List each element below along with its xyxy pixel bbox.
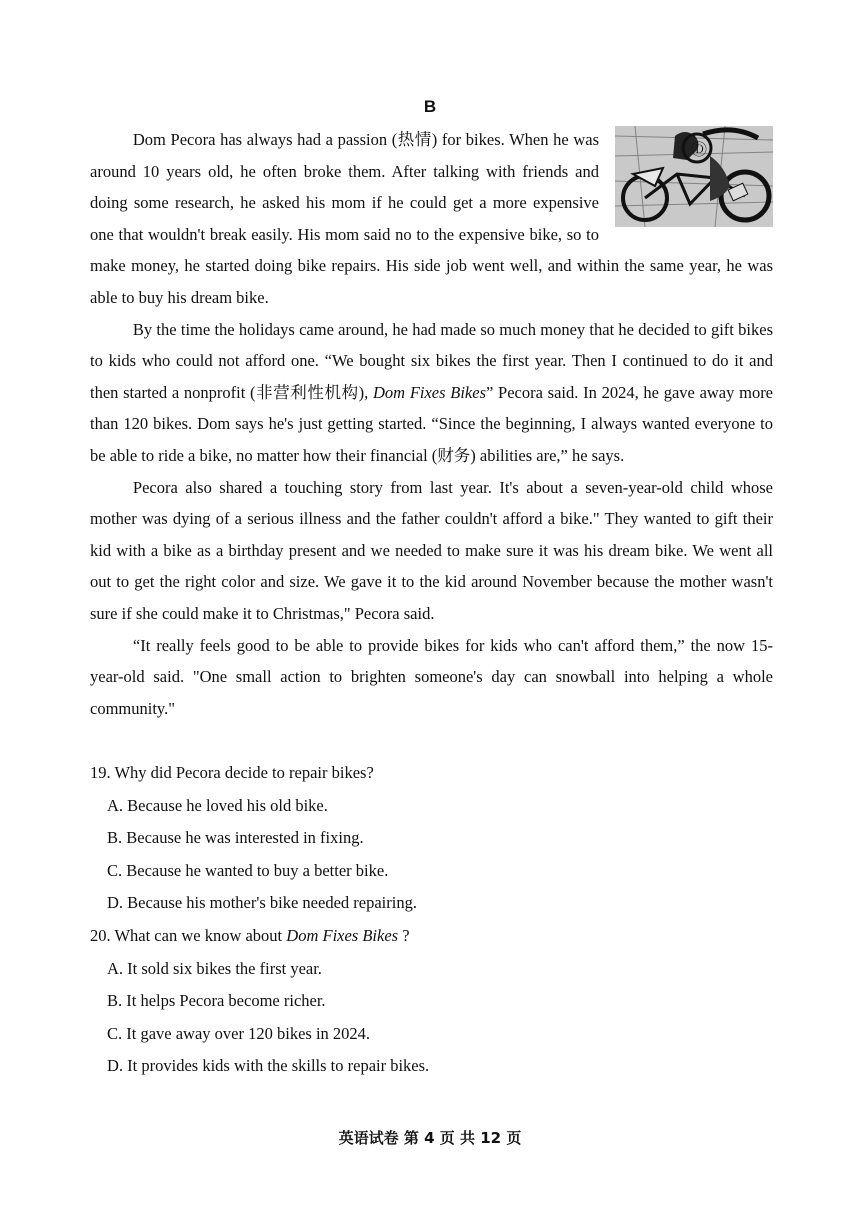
question-20-stem-text: 20. What can we know about (90, 925, 287, 945)
question-20-option-c[interactable]: C. It gave away over 120 bikes in 2024. (107, 1023, 371, 1043)
paragraph-3-text: Pecora also shared a touching story from last year. It's about a seven-year-old child whose mother was dying of a serious illness and the father couldn't afford a bike." They wanted to gift their kid with a bike as a birthday present and we needed to make sure it was his dream bike. We went all out to get the right color and size. We gave it to the kid around November because the mother wasn't sure if she could make it to Christmas," Pecora said. (90, 477, 773, 623)
paragraph-4 (90, 630, 773, 725)
paragraph-2 (90, 314, 773, 472)
question-19-option-a[interactable]: A. Because he loved his old bike. (107, 795, 328, 815)
question-20-option-a[interactable]: A. It sold six bikes the first year. (107, 958, 322, 978)
question-20-option-b[interactable]: B. It helps Pecora become richer. (107, 991, 326, 1011)
paragraph-2-text-b: ” Pecora said. In 2024, he gave away more than 120 bikes. Dom says he's just getting started. “Since the beginning, I always wanted everyone to be able to ride a bike, no matter how their financial (财务) abilities are,” he says. (90, 382, 774, 465)
question-20-options (90, 953, 773, 1083)
svg-text:Ⓓ: Ⓓ (691, 140, 708, 159)
question-20-stem-title: Dom Fixes Bikes (286, 925, 399, 945)
reading-passage (90, 124, 773, 724)
page-footer: 英语试卷 第 4 页 共 12 页 (338, 1129, 522, 1147)
bike-illustration (615, 126, 773, 227)
paragraph-2-text-a: By the time the holidays came around, he had made so much money that he decided to gift bikes to kids who could not afford one. “We bought six bikes the first year. Then I continued to do it and then started a nonprofit (非营利性机构), (90, 319, 773, 402)
nonprofit-name: Dom Fixes Bikes (373, 382, 487, 402)
bike-rider-image (615, 126, 773, 227)
paragraph-1-text: Dom Pecora has always had a passion (热情) for bikes. When he was around 10 years old, he often broke them. After talking with friends and doing some research, he asked his mom if he could get a more expensive one that wouldn't break easily. His mom said no to the expensive bike, so to make money, he started doing bike repairs. His side job went well, and within the same year, he was able to buy his dream bike. (90, 130, 773, 307)
question-19-options (90, 790, 773, 920)
question-20 (90, 920, 773, 1083)
paragraph-1 (90, 124, 773, 314)
paragraph-4-text: “It really feels good to be able to provide bikes for kids who can't afford them,” the now 15-year-old said. "One small action to brighten someone's day can snowball into helping a whole community." (90, 635, 773, 718)
question-20-stem-end: ? (398, 925, 410, 945)
question-19 (90, 757, 773, 920)
question-20-stem (90, 920, 773, 953)
question-20-option-d[interactable]: D. It provides kids with the skills to repair bikes. (107, 1056, 430, 1076)
paragraph-3 (90, 472, 773, 630)
section-label: B (423, 97, 437, 116)
question-19-stem: 19. Why did Pecora decide to repair bikes? (90, 763, 374, 782)
questions-block (90, 757, 773, 1083)
question-19-option-d[interactable]: D. Because his mother's bike needed repairing. (107, 893, 417, 913)
question-19-option-b[interactable]: B. Because he was interested in fixing. (107, 828, 364, 848)
question-19-option-c[interactable]: C. Because he wanted to buy a better bike. (107, 860, 389, 880)
